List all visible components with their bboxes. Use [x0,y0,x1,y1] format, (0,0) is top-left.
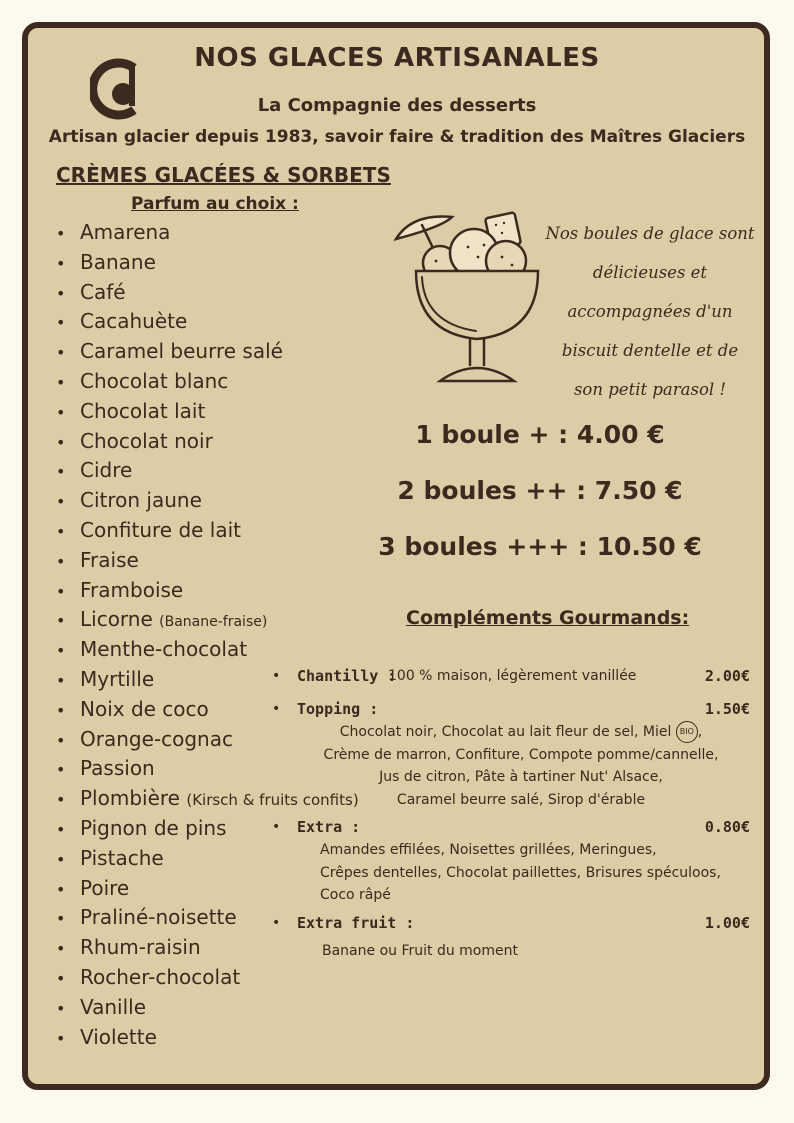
tagline: Artisan glacier depuis 1983, savoir faire & tradition des Maîtres Glaciers [48,127,746,147]
complement-price: 2.00€ [704,667,750,685]
complements-title: Compléments Gourmands: [406,607,690,629]
extra-options: Amandes effilées, Noisettes grillées, Meringues, Crêpes dentelles, Chocolat paillettes, Brisures spéculoos, Coco râpé [320,842,721,903]
list-item: • Caramel beurre salé [56,339,283,364]
list-item: • Vanille [56,994,147,1019]
extra-fruit-options: Banane ou Fruit du moment [322,942,518,959]
ice-cream-sundae-icon [392,205,542,390]
list-item: • Cidre [56,458,133,483]
complement-extra: • Extra : 0.80€ [272,815,750,839]
complement-extra-fruit: • Extra fruit : 1.00€ [272,911,750,935]
price-two-scoops: 2 boules ++ : 7.50 € [397,476,683,505]
page-title: NOS GLACES ARTISANALES [194,43,600,73]
list-item: • Café [56,279,126,304]
list-item: • Pistache [56,845,164,870]
list-item: • Chocolat blanc [56,368,229,393]
list-item: • Fraise [56,547,139,572]
flavor-choice-label: Parfum au choix : [131,194,299,214]
flavor-note: (Kirsch & fruits confits) [186,791,359,810]
bio-label-icon: BIO [676,721,698,743]
sundae-description: Nos boules de glace sont délicieuses et accompagnées d'un biscuit dentelle et de son petit parasol ! [545,224,755,399]
list-item: • Confiture de lait [56,517,242,542]
list-item: • Framboise [56,577,184,602]
list-item: • Banane [56,249,156,274]
list-item: • Rhum-raisin [56,935,201,960]
company-name: La Compagnie des desserts [257,95,537,116]
list-item: • Amarena [56,220,171,244]
flavor-note: (Banane-fraise) [159,614,268,631]
complement-topping: • Topping : 1.50€ [272,697,750,721]
list-item: • Licorne (Banane-fraise) [56,607,268,632]
list-item: • Rocher-chocolat [56,964,241,989]
complement-price: 1.50€ [704,700,750,718]
list-item: • Plombière (Kirsch & fruits confits) [56,786,359,811]
list-item: • Cacahuète [56,309,188,334]
list-item: • Pignon de pins [56,815,227,840]
price-three-scoops: 3 boules +++ : 10.50 € [378,532,702,561]
list-item: • Myrtille [56,666,155,691]
list-item: • Violette [56,1024,157,1049]
complement-price: 1.00€ [704,913,750,932]
list-item: • Citron jaune [56,488,202,513]
topping-options: Chocolat noir, Chocolat au lait fleur de sel, Miel BIO , Crème de marron, Confiture, Compote pomme/cannelle, Jus de citron, Pâte à tartiner Nut' Alsace, Caramel beurre salé, Sirop d'érable [272,721,750,811]
complements-list [272,664,750,962]
list-item: • Chocolat noir [56,428,213,453]
complement-chantilly: • Chantilly : 100 % maison, légèrement vanillée 2.00€ [272,664,750,688]
list-item: • Chocolat lait [56,398,206,423]
list-item: • Menthe-chocolat [56,637,248,662]
flavors-section-title: CRÈMES GLACÉES & SORBETS [56,163,391,187]
complement-price: 0.80€ [704,818,750,836]
list-item: • Poire [56,875,130,900]
list-item: • Praliné-noisette [56,905,237,930]
price-one-scoop: 1 boule + : 4.00 € [415,420,665,449]
list-item: • Noix de coco [56,696,209,721]
list-item: • Passion [56,756,155,781]
list-item: • Orange-cognac [56,726,233,751]
